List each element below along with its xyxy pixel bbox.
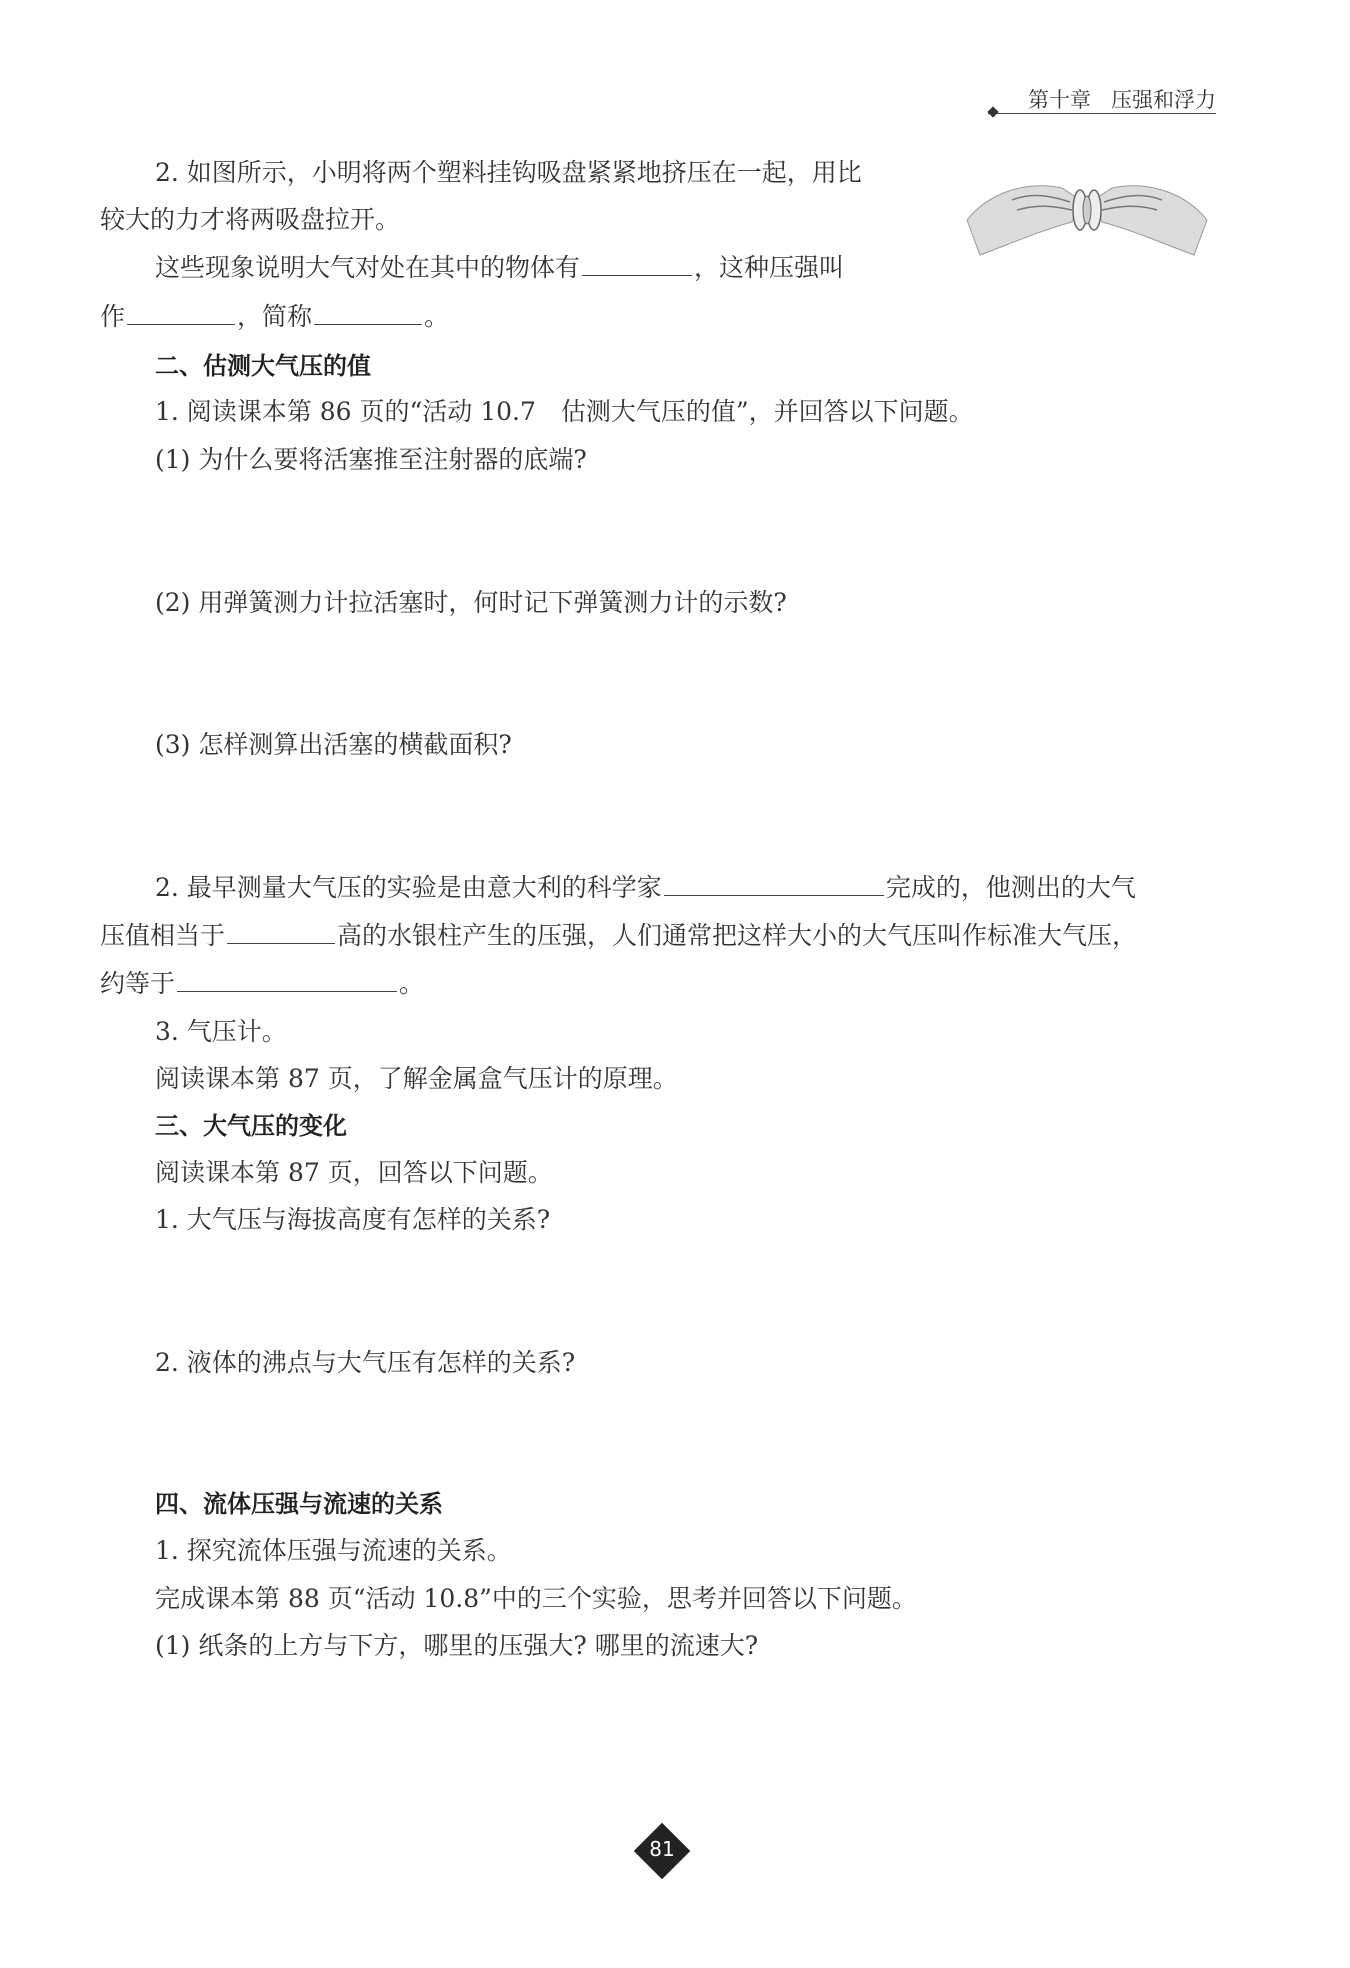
- section2-q1: 1. 阅读课本第 86 页的“活动 10.7 估测大气压的值”，并回答以下问题。: [155, 397, 974, 426]
- section4-q1-1: (1) 纸条的上方与下方，哪里的压强大? 哪里的流速大?: [155, 1631, 759, 1660]
- q2-line2: 较大的力才将两吸盘拉开。: [100, 205, 401, 234]
- q2-line1: 2. 如图所示，小明将两个塑料挂钩吸盘紧紧地挤压在一起，用比: [155, 158, 862, 187]
- header-diamond-icon: [987, 106, 998, 117]
- page-number: 81: [649, 1837, 675, 1861]
- section4-heading: 四、流体压强与流速的关系: [155, 1490, 443, 1518]
- section4-q1: 1. 探究流体压强与流速的关系。: [155, 1536, 512, 1565]
- answer-blank-scientist[interactable]: [664, 873, 884, 896]
- suction-cups-hands-illustration: [962, 160, 1212, 260]
- section2-q3-text: 阅读课本第 87 页，了解金属盒气压计的原理。: [155, 1064, 678, 1093]
- section2-q2-line1: 2. 最早测量大气压的实验是由意大利的科学家 完成的，他测出的大气: [155, 873, 1136, 902]
- section3-q1: 1. 大气压与海拔高度有怎样的关系?: [155, 1205, 551, 1234]
- answer-blank-value[interactable]: [177, 969, 397, 992]
- section4-q1-text: 完成课本第 88 页“活动 10.8”中的三个实验，思考并回答以下问题。: [155, 1584, 917, 1613]
- chapter-number: 第十章: [1027, 88, 1091, 112]
- section2-q1-2: (2) 用弹簧测力计拉活塞时，何时记下弹簧测力计的示数?: [155, 588, 787, 617]
- answer-blank-height[interactable]: [227, 921, 335, 944]
- section2-heading: 二、估测大气压的值: [155, 352, 371, 380]
- section2-q1-1: (1) 为什么要将活塞推至注射器的底端?: [155, 445, 587, 474]
- fill-line2: 作 ，简称 。: [100, 302, 450, 331]
- fill-line1: 这些现象说明大气对处在其中的物体有 ，这种压强叫: [155, 253, 845, 282]
- section2-q1-3: (3) 怎样测算出活塞的横截面积?: [155, 730, 512, 759]
- chapter-title: 压强和浮力: [1111, 88, 1216, 112]
- answer-blank-abbrev[interactable]: [314, 302, 422, 325]
- section2-q2-line2: 压值相当于 高的水银柱产生的压强，人们通常把这样大小的大气压叫作标准大气压，: [100, 921, 1138, 950]
- section2-q3: 3. 气压计。: [155, 1017, 287, 1046]
- section3-intro: 阅读课本第 87 页，回答以下问题。: [155, 1158, 553, 1187]
- section3-heading: 三、大气压的变化: [155, 1112, 347, 1140]
- answer-blank-term[interactable]: [127, 302, 235, 325]
- chapter-header: [1028, 84, 1216, 120]
- answer-blank-pressure[interactable]: [582, 253, 692, 276]
- header-rule: [988, 113, 1216, 114]
- section2-q2-line3: 约等于 。: [100, 969, 425, 998]
- page-number-badge: [636, 1825, 688, 1877]
- section3-q2: 2. 液体的沸点与大气压有怎样的关系?: [155, 1348, 576, 1377]
